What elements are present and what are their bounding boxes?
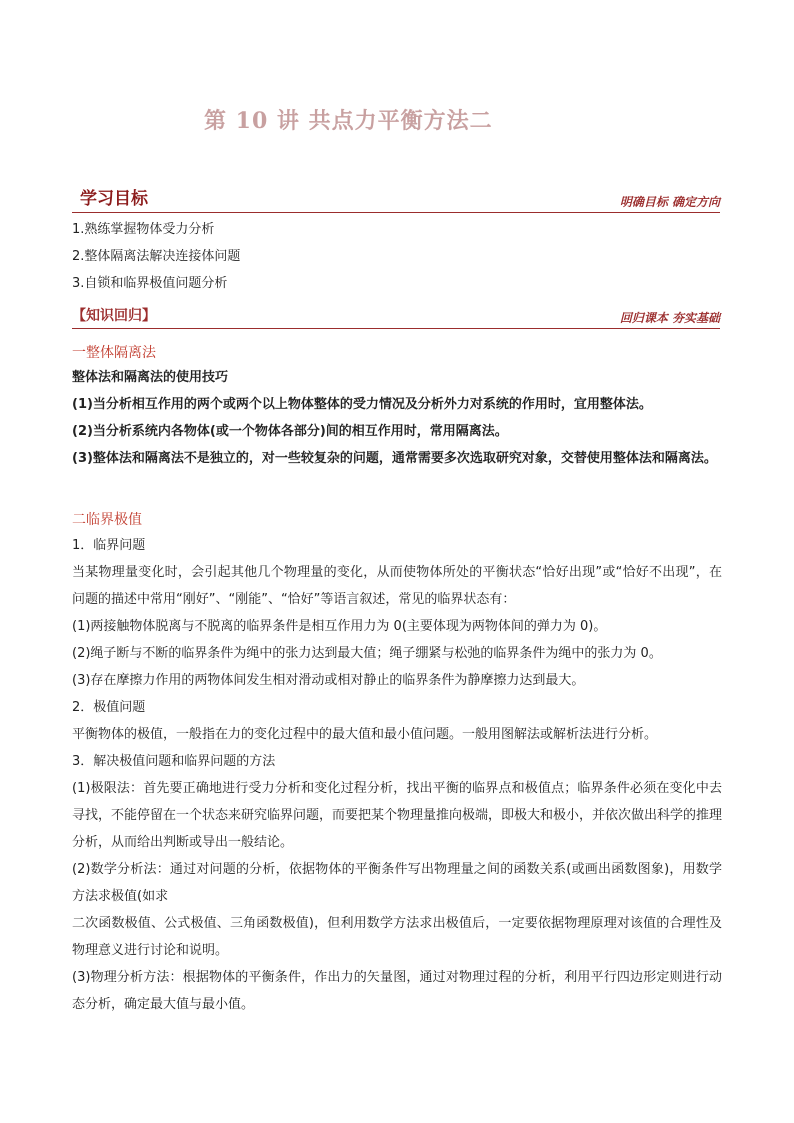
subsection-heading: 2．极值问题	[72, 700, 146, 715]
paragraph: (1)极限法：首先要正确地进行受力分析和变化过程分析，找出平衡的临界点和极值点；临界条件必须在变化中去寻找，不能停留在一个状态来研究临界问题，而要把某个物理量推向极端，即极大和极小，并依次做出科学的推理分析，从而给出判断或导出一般结论。	[72, 781, 723, 850]
paragraph: (1)两接触物体脱离与不脱离的临界条件是相互作用力为 0(主要体现为两物体间的弹力为 0)。	[72, 619, 607, 634]
goals-header	[72, 186, 720, 213]
paragraph: (3)物理分析方法：根据物体的平衡条件，作出力的矢量图，通过对物理过程的分析，利用平行四边形定则进行动态分析，确定最大值与最小值。	[72, 970, 722, 1012]
goals-heading: 学习目标	[80, 189, 148, 209]
subsection-heading: 3．解决极值问题和临界问题的方法	[72, 754, 276, 769]
section1-paragraph: (3)整体法和隔离法不是独立的，对一些较复杂的问题，通常需要多次选取研究对象，交替使用整体法和隔离法。	[72, 451, 717, 466]
section2-heading: 二临界极值	[72, 512, 142, 528]
goal-item: 2.整体隔离法解决连接体问题	[72, 249, 241, 264]
goal-item: 1.熟练掌握物体受力分析	[72, 222, 215, 237]
section2-body	[72, 532, 722, 1018]
paragraph: (3)存在摩擦力作用的两物体间发生相对滑动或相对静止的临界条件为静摩擦力达到最大。	[72, 673, 585, 688]
goals-slogan: 明确目标 确定方向	[619, 195, 720, 209]
section1-body	[72, 364, 722, 472]
paragraph: 当某物理量变化时，会引起其他几个物理量的变化，从而使物体所处的平衡状态“恰好出现”或“恰好不出现”，在问题的描述中常用“刚好”、“刚能”、“恰好”等语言叙述，常见的临界状态有：	[72, 565, 722, 607]
paragraph: 平衡物体的极值，一般指在力的变化过程中的最大值和最小值问题。一般用图解法或解析法进行分析。	[72, 727, 658, 742]
section1-subheading: 整体法和隔离法的使用技巧	[72, 370, 229, 385]
page-title: 第 10 讲 共点力平衡方法二	[204, 108, 493, 134]
paragraph: (2)绳子断与不断的临界条件为绳中的张力达到最大值；绳子绷紧与松弛的临界条件为绳中的张力为 0。	[72, 646, 662, 661]
paragraph: (2)数学分析法：通过对问题的分析，依据物体的平衡条件写出物理量之间的函数关系(或画出函数图象)，用数学方法求极值(如求	[72, 862, 722, 904]
section1-paragraph: (2)当分析系统内各物体(或一个物体各部分)间的相互作用时，常用隔离法。	[72, 424, 508, 439]
section1-paragraph: (1)当分析相互作用的两个或两个以上物体整体的受力情况及分析外力对系统的作用时，宜用整体法。	[72, 397, 652, 412]
section1-heading: 一整体隔离法	[72, 345, 156, 361]
review-heading: 【知识回归】	[72, 308, 156, 324]
goal-item: 3.自锁和临界极值问题分析	[72, 276, 228, 291]
subsection-heading: 1．临界问题	[72, 538, 146, 553]
review-slogan: 回归课本 夯实基础	[619, 311, 720, 325]
paragraph: 二次函数极值、公式极值、三角函数极值)，但利用数学方法求出极值后，一定要依据物理原理对该值的合理性及物理意义进行讨论和说明。	[72, 916, 722, 958]
review-header	[72, 308, 720, 329]
